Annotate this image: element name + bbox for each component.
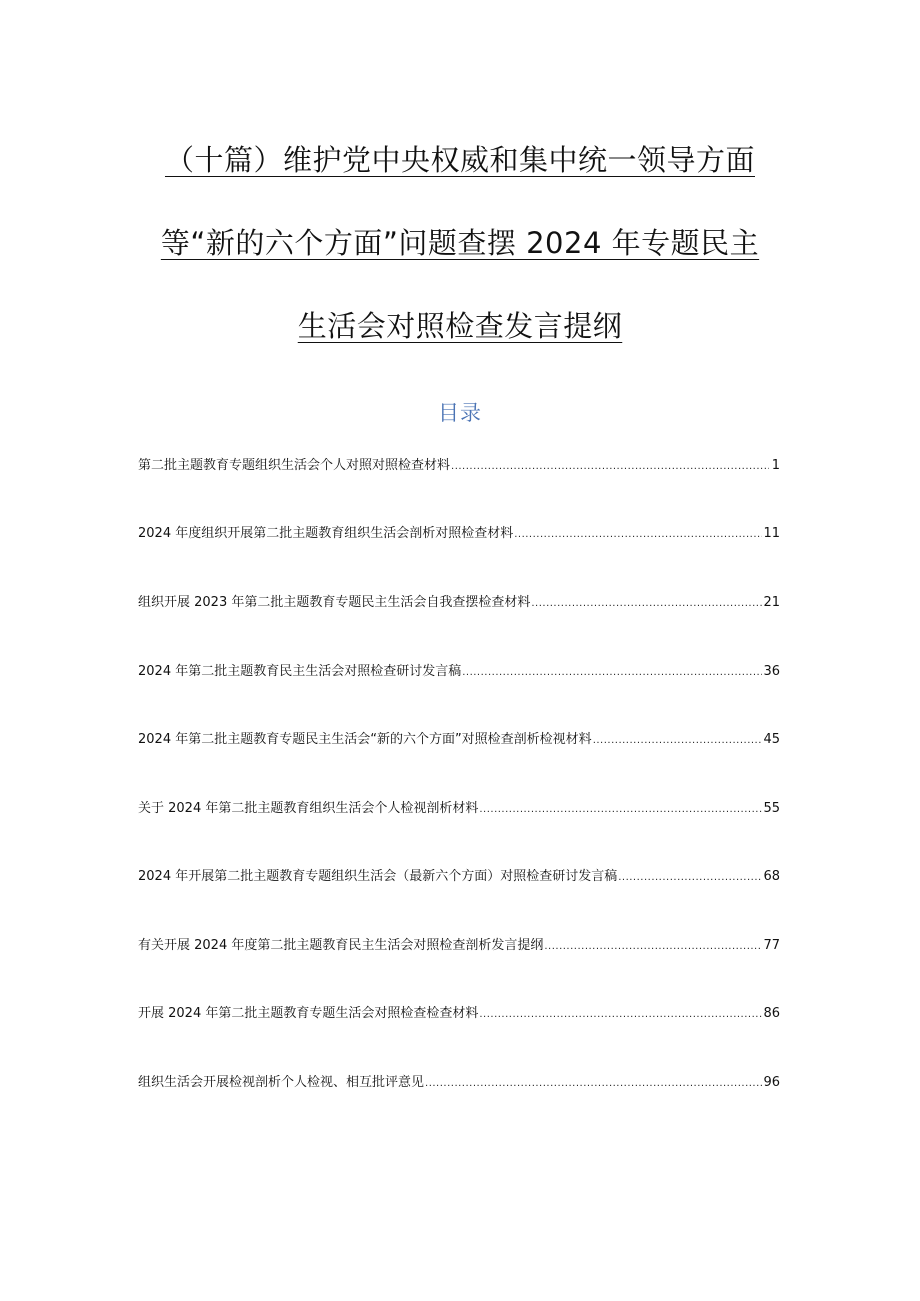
toc-dot-leader <box>531 593 762 615</box>
toc-entry-title: 2024 年第二批主题教育民主生活会对照检查研讨发言稿 <box>138 664 462 679</box>
toc-dot-leader <box>479 799 762 821</box>
toc-entry-title: 2024 年开展第二批主题教育专题组织生活会（最新六个方面）对照检查研讨发言稿 <box>138 869 618 884</box>
toc-entry-title: 第二批主题教育专题组织生活会个人对照对照检查材料 <box>138 458 451 473</box>
toc-entry-title: 组织开展 2023 年第二批主题教育专题民主生活会自我查摆检查材料 <box>138 595 531 610</box>
toc-dot-leader <box>544 936 762 958</box>
toc-entry-title: 关于 2024 年第二批主题教育组织生活会个人检视剖析材料 <box>138 801 479 816</box>
toc-entry-page: 45 <box>763 732 780 747</box>
toc-entry[interactable] <box>138 798 780 820</box>
toc-entry[interactable] <box>138 592 780 614</box>
title-line-3: 生活会对照检查发言提纲 <box>297 309 623 343</box>
toc-dot-leader <box>425 1073 762 1095</box>
toc-dot-leader <box>462 662 762 684</box>
toc-entry[interactable] <box>138 1003 780 1025</box>
toc-dot-leader <box>618 867 762 889</box>
toc-heading: 目录 <box>438 401 482 425</box>
toc-dot-leader <box>479 1004 762 1026</box>
toc-entry-page: 68 <box>763 869 780 884</box>
title-line-2: 等“新的六个方面”问题查摆 2024 年专题民主 <box>160 226 760 260</box>
toc-entry[interactable] <box>138 523 780 545</box>
toc-entry-page: 77 <box>763 938 780 953</box>
toc-entry-page: 36 <box>763 664 780 679</box>
toc-entry[interactable] <box>138 1072 780 1094</box>
toc-entry-page: 1 <box>771 458 780 473</box>
toc-entry[interactable] <box>138 661 780 683</box>
toc-entry-page: 21 <box>763 595 780 610</box>
toc-entry-title: 开展 2024 年第二批主题教育专题生活会对照检查检查材料 <box>138 1006 479 1021</box>
toc-entry-title: 2024 年度组织开展第二批主题教育组织生活会剖析对照检查材料 <box>138 526 514 541</box>
title-line-1: （十篇）维护党中央权威和集中统一领导方面 <box>164 143 755 177</box>
toc-entry[interactable] <box>138 866 780 888</box>
toc-entry-page: 96 <box>763 1075 780 1090</box>
toc-entry-title: 组织生活会开展检视剖析个人检视、相互批评意见 <box>138 1075 425 1090</box>
toc-entry-page: 86 <box>763 1006 780 1021</box>
toc-dot-leader <box>451 456 769 478</box>
toc-entry-title: 2024 年第二批主题教育专题民主生活会“新的六个方面”对照检查剖析检视材料 <box>138 732 592 747</box>
toc-entry-page: 55 <box>763 801 780 816</box>
toc-dot-leader <box>514 524 762 546</box>
toc-dot-leader <box>593 730 763 752</box>
toc-entry-title: 有关开展 2024 年度第二批主题教育民主生活会对照检查剖析发言提纲 <box>138 938 544 953</box>
toc-entry[interactable] <box>138 935 780 957</box>
toc-entry[interactable] <box>138 729 780 751</box>
toc-entry-page: 11 <box>763 526 780 541</box>
toc-entry[interactable] <box>138 455 780 477</box>
